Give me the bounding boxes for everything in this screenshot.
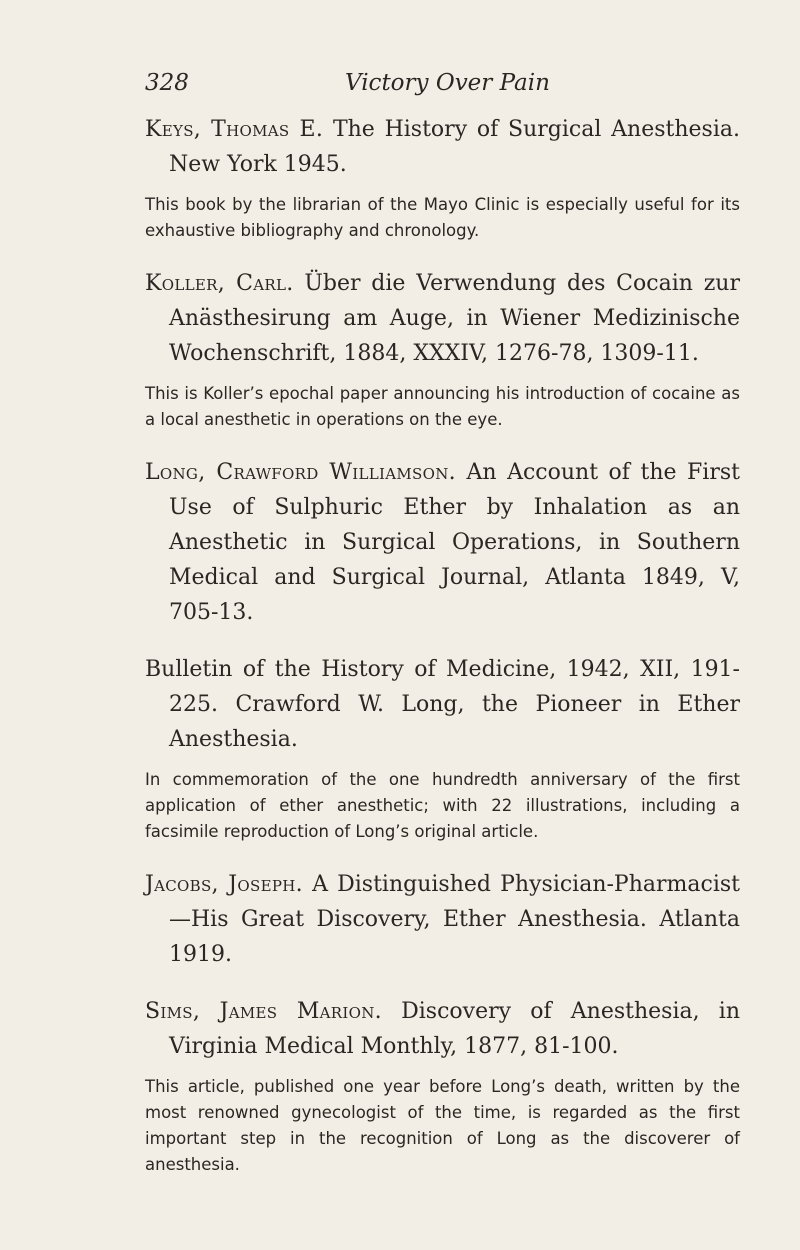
- work-title: A Distinguished Physician-Pharmacist—His Great Discovery, Ether Anesthesia. Atlanta 1919.: [169, 872, 740, 967]
- author-name: Jacobs, Joseph.: [145, 872, 303, 897]
- annotation: This is Koller’s epochal paper announcing his introduction of cocaine as a local anesthetic in operations on the eye.: [145, 384, 740, 429]
- work-title: Discovery of Anesthesia, in Virginia Medical Monthly, 1877, 81-100.: [169, 999, 740, 1059]
- author-name: Long, Crawford Williamson.: [145, 460, 456, 485]
- bibliography-entry-keys: [145, 112, 740, 244]
- citation: [145, 266, 740, 371]
- citation: [145, 652, 740, 757]
- citation: [145, 994, 740, 1064]
- work-title: Über die Verwendung des Cocain zur Anästhesirung am Auge, in Wiener Medizinische Wochenschrift, 1884, XXXIV, 1276-78, 1309-11.: [169, 271, 740, 366]
- page-number: 328: [145, 70, 189, 96]
- bibliography-entry-sims: [145, 994, 740, 1178]
- bibliography-entry-koller: [145, 266, 740, 433]
- citation: [145, 112, 740, 182]
- author-name: Koller, Carl.: [145, 271, 294, 296]
- work-title: Bulletin of the History of Medicine, 1942, XII, 191-225. Crawford W. Long, the Pioneer in Ether Anesthesia.: [145, 657, 740, 752]
- bibliography-entry-jacobs: [145, 867, 740, 972]
- annotation: This book by the librarian of the Mayo Clinic is especially useful for its exhaustive bibliography and chronology.: [145, 195, 740, 240]
- annotation: This article, published one year before Long’s death, written by the most renowned gynecologist of the time, is regarded as the first important step in the recognition of Long as the discoverer of anesthesia.: [145, 1077, 740, 1174]
- running-head: [145, 70, 745, 104]
- annotation: In commemoration of the one hundredth anniversary of the first application of ether anesthetic; with 22 illustrations, including a facsimile reproduction of Long’s original article.: [145, 770, 740, 841]
- author-name: Keys, Thomas E.: [145, 117, 324, 142]
- author-name: Sims, James Marion.: [145, 999, 382, 1024]
- citation: [145, 455, 740, 630]
- bibliography-entry-long: [145, 455, 740, 630]
- bibliography-list: [145, 112, 740, 1200]
- work-title: An Account of the First Use of Sulphuric Ether by Inhalation as an Anesthetic in Surgical Operations, in Southern Medical and Surgical Journal, Atlanta 1849, V, 705-13.: [169, 460, 740, 625]
- citation: [145, 867, 740, 972]
- book-title: Victory Over Pain: [345, 70, 550, 96]
- work-title: The History of Surgical Anesthesia. New York 1945.: [169, 117, 740, 177]
- bibliography-entry-bulletin: [145, 652, 740, 845]
